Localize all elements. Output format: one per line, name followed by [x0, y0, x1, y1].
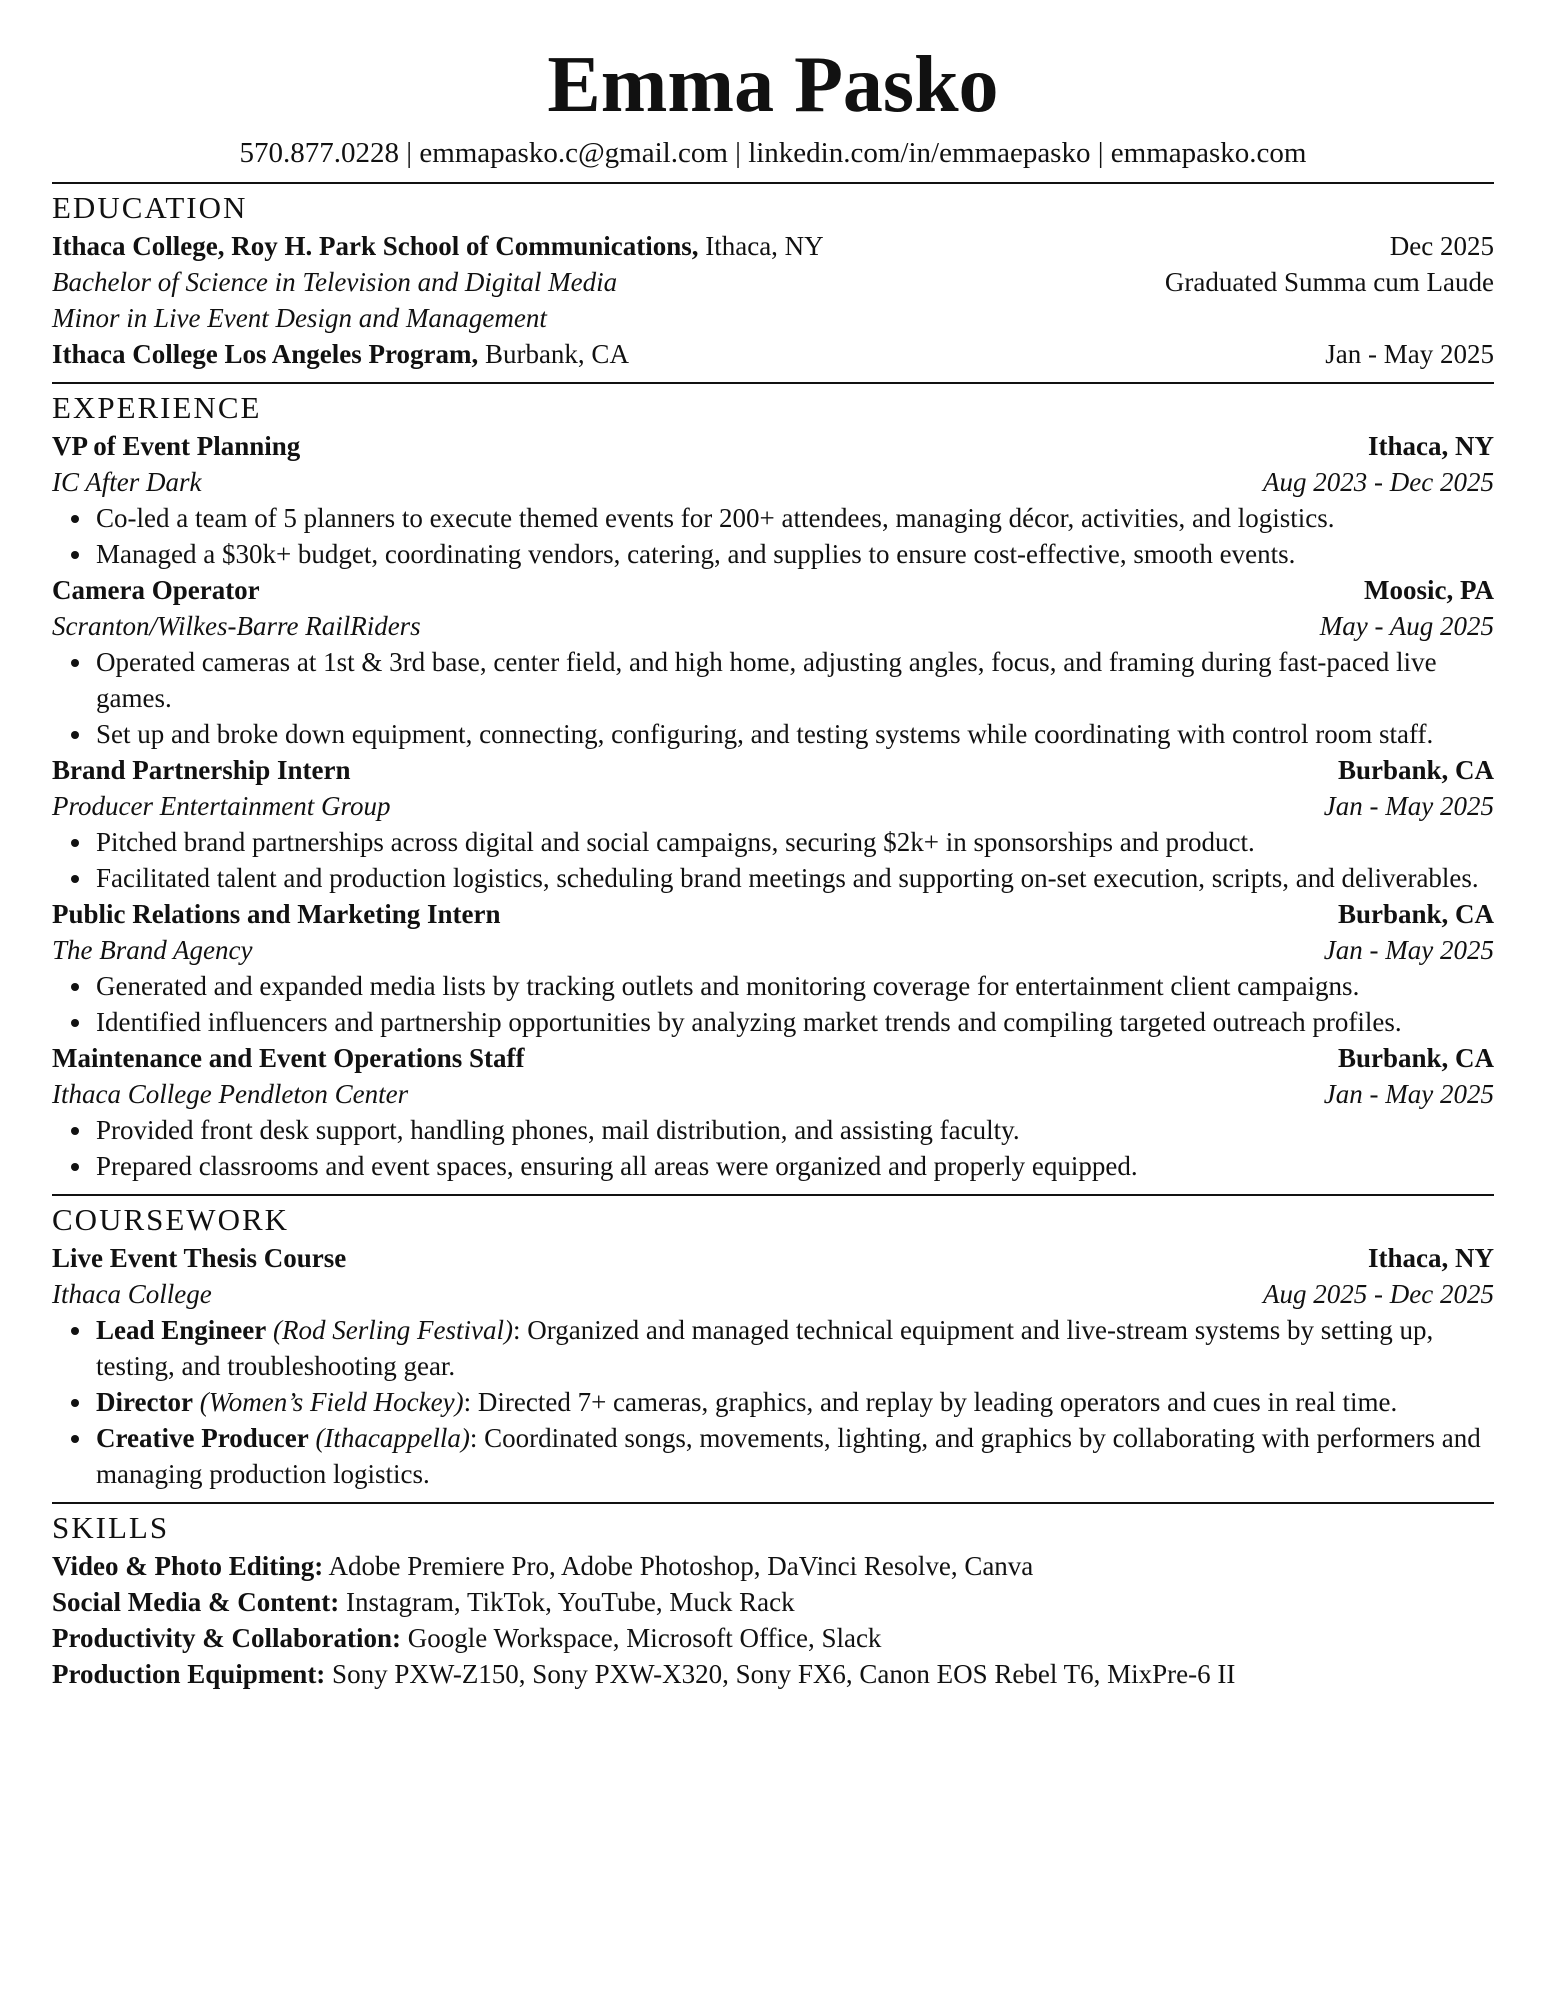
skill-label: Video & Photo Editing: [52, 1551, 324, 1581]
section-title: EXPERIENCE [52, 390, 262, 425]
skill-value: Google Workspace, Microsoft Office, Slack [400, 1623, 882, 1653]
honor: Graduated Summa cum Laude [1164, 267, 1494, 297]
section-title: COURSEWORK [52, 1202, 290, 1237]
course-text: : Organized and managed technical equipment and live-stream systems by setting up, testing, and troubleshooting gear. [96, 1315, 1434, 1381]
bullet-item: • Co-led a team of 5 planners to execute themed events for 200+ attendees, managing décor, activities, and logistics. [94, 500, 1494, 536]
coursework-section [52, 1194, 1494, 1492]
course-name: Live Event Thesis Course [52, 1243, 347, 1273]
job-role: Maintenance and Event Operations Staff [52, 1043, 525, 1073]
bullet-item: • Prepared classrooms and event spaces, ensuring all areas were organized and properly equipped. [94, 1148, 1494, 1184]
bullet-item [94, 1384, 1494, 1420]
job-entry [52, 1040, 1494, 1184]
bullet-item: • Identified influencers and partnership opportunities by analyzing market trends and compiling targeted outreach profiles. [94, 1004, 1494, 1040]
job-org: IC After Dark [52, 467, 202, 497]
job-org: The Brand Agency [52, 935, 253, 965]
skill-line [52, 1620, 1494, 1656]
education-row [52, 228, 1494, 264]
skill-label: Production Equipment: [52, 1659, 326, 1689]
section-title: SKILLS [52, 1510, 170, 1545]
school-name: Ithaca College Los Angeles Program, [52, 339, 479, 369]
job-dates: Jan - May 2025 [1323, 935, 1494, 965]
bullet-item [94, 1420, 1494, 1492]
education-row [52, 336, 1494, 372]
skills-section [52, 1502, 1494, 1692]
job-role: Camera Operator [52, 575, 260, 605]
job-org: Producer Entertainment Group [52, 791, 391, 821]
bullet-item: • Operated cameras at 1st & 3rd base, center field, and high home, adjusting angles, focus, and framing during fast-paced live games. [94, 644, 1494, 716]
school-date: Dec 2025 [1389, 231, 1494, 261]
skill-value: Instagram, TikTok, YouTube, Muck Rack [339, 1587, 795, 1617]
minor: Minor in Live Event Design and Management [52, 303, 547, 333]
bullet-item: • Facilitated talent and production logistics, scheduling brand meetings and supporting on-set execution, scripts, and deliverables. [94, 860, 1494, 896]
course-role: Director [96, 1387, 193, 1417]
job-bullets [52, 644, 1494, 752]
skill-line [52, 1656, 1494, 1692]
degree: Bachelor of Science in Television and Digital Media [52, 267, 618, 297]
course-role: Creative Producer [96, 1423, 309, 1453]
job-bullets [52, 1112, 1494, 1184]
skill-label: Social Media & Content: [52, 1587, 340, 1617]
resume-page [52, 40, 1494, 1692]
job-role: Public Relations and Marketing Intern [52, 899, 501, 929]
course-event: (Ithacappella) [308, 1423, 470, 1453]
job-location: Ithaca, NY [1368, 431, 1494, 461]
course-dates: Aug 2025 - Dec 2025 [1263, 1279, 1494, 1309]
bullet-item: • Pitched brand partnerships across digital and social campaigns, securing $2k+ in sponsorships and product. [94, 824, 1494, 860]
course-event: (Women’s Field Hockey) [192, 1387, 464, 1417]
bullet-item [94, 1312, 1494, 1384]
course-location: Ithaca, NY [1368, 1243, 1494, 1273]
job-location: Burbank, CA [1337, 899, 1494, 929]
job-dates: Jan - May 2025 [1323, 1079, 1494, 1109]
bullet-item: • Managed a $30k+ budget, coordinating vendors, catering, and supplies to ensure cost-effective, smooth events. [94, 536, 1494, 572]
course-role: Lead Engineer [96, 1315, 267, 1345]
contact-line: 570.877.0228 | emmapasko.c@gmail.com | linkedin.com/in/emmaepasko | emmapasko.com [239, 137, 1307, 169]
job-dates: May - Aug 2025 [1319, 611, 1494, 641]
job-dates: Aug 2023 - Dec 2025 [1263, 467, 1494, 497]
job-entry [52, 428, 1494, 572]
job-role: VP of Event Planning [52, 431, 301, 461]
job-bullets [52, 824, 1494, 896]
education-row [52, 300, 1494, 336]
job-location: Burbank, CA [1337, 1043, 1494, 1073]
school-location: Ithaca, NY [698, 231, 824, 261]
course-event: (Rod Serling Festival) [266, 1315, 513, 1345]
school-name: Ithaca College, Roy H. Park School of Communications, [52, 231, 699, 261]
course-org: Ithaca College [52, 1279, 212, 1309]
bullet-item: • Set up and broke down equipment, connecting, configuring, and testing systems while coordinating with control room staff. [94, 716, 1494, 752]
education-row [52, 264, 1494, 300]
skill-label: Productivity & Collaboration: [52, 1623, 401, 1653]
bullet-item: • Provided front desk support, handling phones, mail distribution, and assisting faculty. [94, 1112, 1494, 1148]
skill-value: Sony PXW-Z150, Sony PXW-X320, Sony FX6, Canon EOS Rebel T6, MixPre-6 II [325, 1659, 1236, 1689]
job-bullets [52, 968, 1494, 1040]
school-location: Burbank, CA [478, 339, 629, 369]
job-bullets [52, 500, 1494, 572]
skill-line [52, 1548, 1494, 1584]
skill-line [52, 1584, 1494, 1620]
school-date: Jan - May 2025 [1325, 339, 1494, 369]
skill-value: Adobe Premiere Pro, Adobe Photoshop, DaVinci Resolve, Canva [323, 1551, 1034, 1581]
resume-name: Emma Pasko [547, 41, 999, 129]
job-entry [52, 896, 1494, 1040]
education-section [52, 182, 1494, 372]
job-org: Ithaca College Pendleton Center [52, 1079, 409, 1109]
job-location: Burbank, CA [1337, 755, 1494, 785]
course-text: : Coordinated songs, movements, lighting, and graphics by collaborating with performers and managing production logistics. [96, 1423, 1481, 1489]
job-entry [52, 752, 1494, 896]
job-role: Brand Partnership Intern [52, 755, 351, 785]
job-dates: Jan - May 2025 [1323, 791, 1494, 821]
bullet-item: • Generated and expanded media lists by tracking outlets and monitoring coverage for entertainment client campaigns. [94, 968, 1494, 1004]
job-org: Scranton/Wilkes-Barre RailRiders [52, 611, 421, 641]
course-bullets [52, 1312, 1494, 1492]
job-location: Moosic, PA [1364, 575, 1494, 605]
job-entry [52, 572, 1494, 752]
section-title: EDUCATION [52, 190, 248, 225]
experience-section [52, 382, 1494, 1184]
course-text: : Directed 7+ cameras, graphics, and replay by leading operators and cues in real time. [463, 1387, 1398, 1417]
